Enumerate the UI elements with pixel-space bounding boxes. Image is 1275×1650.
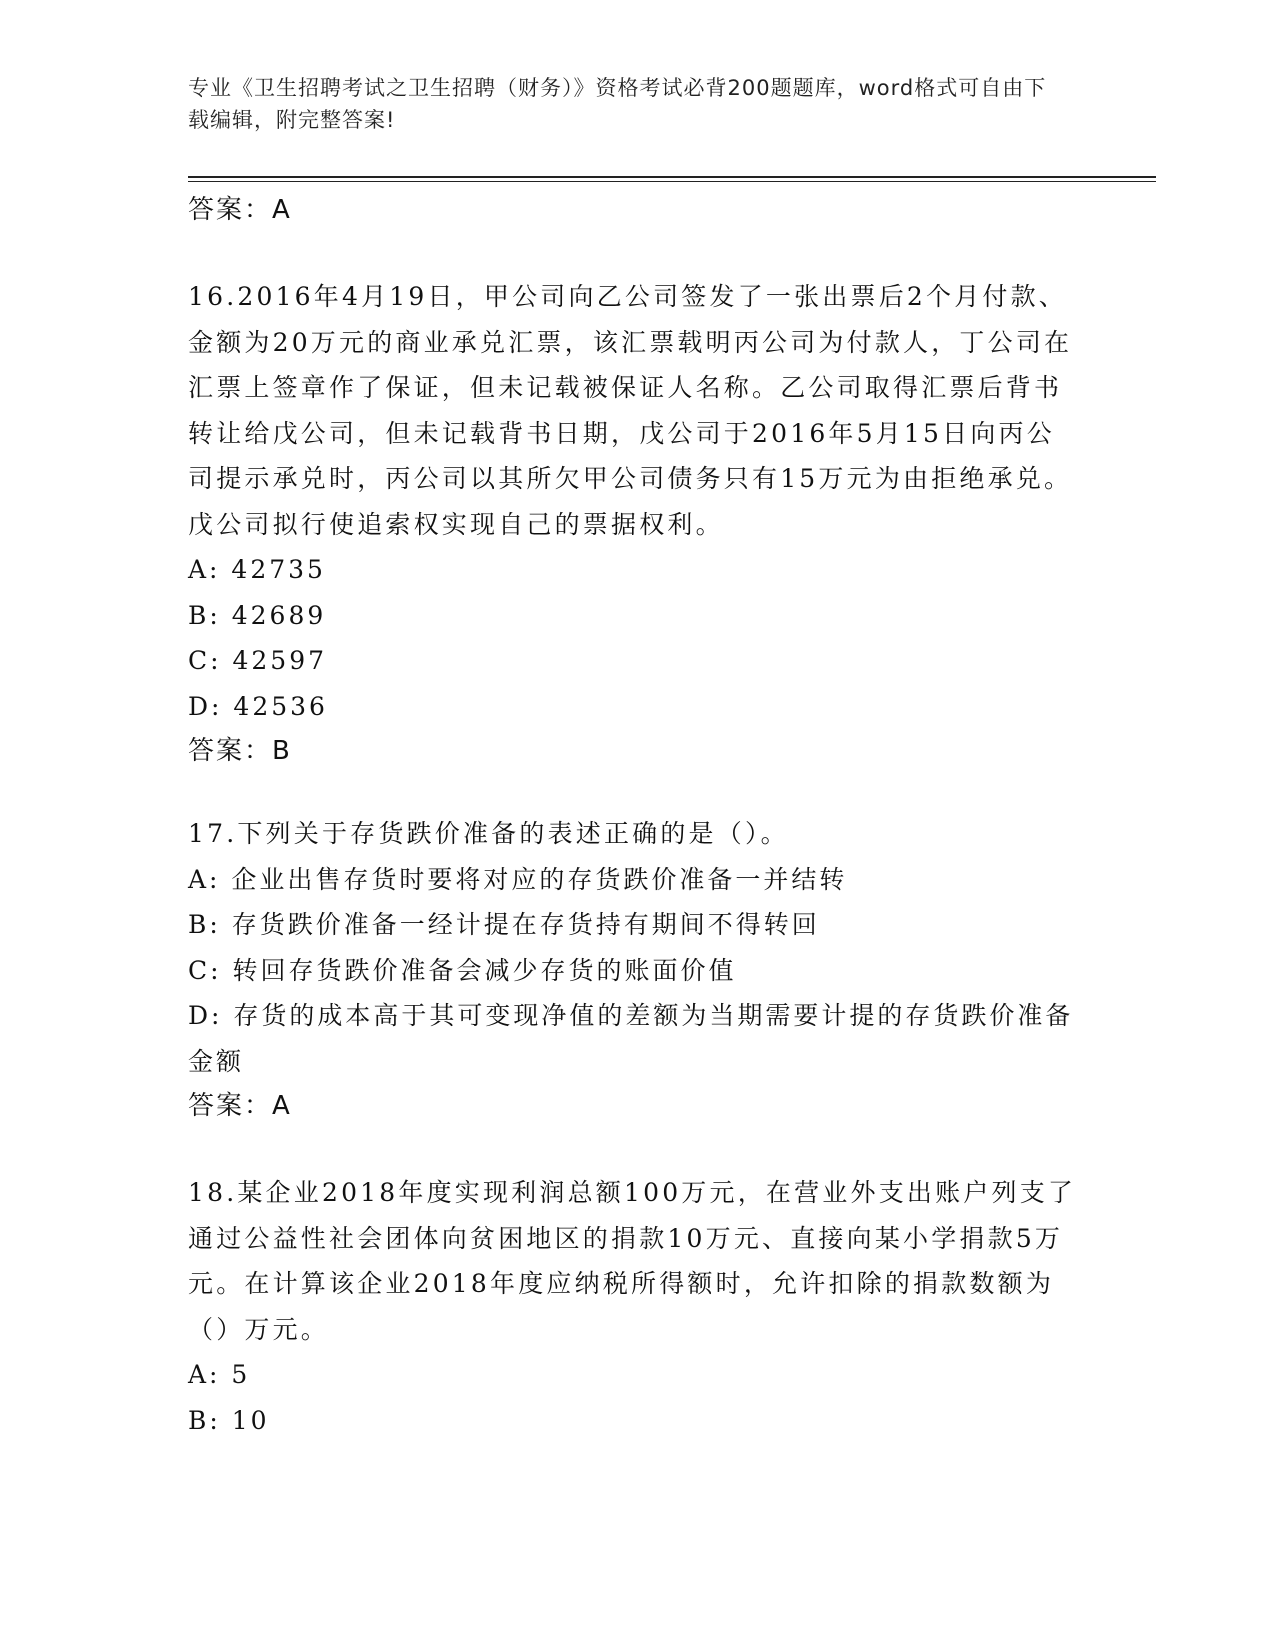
question-18 — [188, 1170, 1078, 1443]
header-divider-thin — [188, 181, 1156, 182]
option-c: C: 转回存货跌价准备会减少存货的账面价值 — [188, 955, 737, 985]
spacer — [188, 773, 1078, 811]
page-header — [188, 72, 1068, 136]
answer-16: 答案：B — [188, 736, 292, 766]
question-text: 16.2016年4月19日，甲公司向乙公司签发了一张出票后2个月付款、金额为20万元的商业承兑汇票，该汇票载明丙公司为付款人，丁公司在汇票上签章作了保证，但未记载被保证人名称。乙公司取得汇票后背书转让给戊公司，但未记载背书日期，戊公司于2016年5月15日向丙公司提示承兑时，丙公司以其所欠甲公司债务只有15万元为由拒绝承兑。戊公司拟行使追索权实现自己的票据权利。 — [188, 282, 1073, 539]
option-b: B: 存货跌价准备一经计提在存货持有期间不得转回 — [188, 910, 820, 939]
question-17 — [188, 811, 1078, 1128]
question-text: 17.下列关于存货跌价准备的表述正确的是（）。 — [188, 819, 789, 848]
document-body — [188, 188, 1078, 1443]
option-d: D: 存货的成本高于其可变现净值的差额为当期需要计提的存货跌价准备金额 — [188, 1001, 1074, 1076]
question-16 — [188, 274, 1078, 773]
spacer — [188, 232, 1078, 274]
answer-15: 答案：A — [188, 195, 292, 225]
option-a: A: 企业出售存货时要将对应的存货跌价准备一并结转 — [188, 864, 848, 894]
option-a: A: 5 — [188, 1360, 251, 1389]
option-d: D: 42536 — [188, 691, 328, 721]
option-c: C: 42597 — [188, 646, 328, 675]
question-text: 18.某企业2018年度实现利润总额100万元，在营业外支出账户列支了通过公益性社会团体向贫困地区的捐款10万元、直接向某小学捐款5万元。在计算该企业2018年度应纳税所得额时，允许扣除的捐款数额为（）万元。 — [188, 1178, 1077, 1344]
option-b: B: 42689 — [188, 600, 327, 630]
header-divider-thick — [188, 176, 1156, 178]
header-text: 专业《卫生招聘考试之卫生招聘（财务）》资格考试必背200题题库，word格式可自由下载编辑，附完整答案! — [188, 76, 1047, 132]
answer-17: 答案：A — [188, 1091, 292, 1121]
option-b: B: 10 — [188, 1405, 270, 1435]
option-a: A: 42735 — [188, 555, 326, 584]
spacer — [188, 1128, 1078, 1170]
